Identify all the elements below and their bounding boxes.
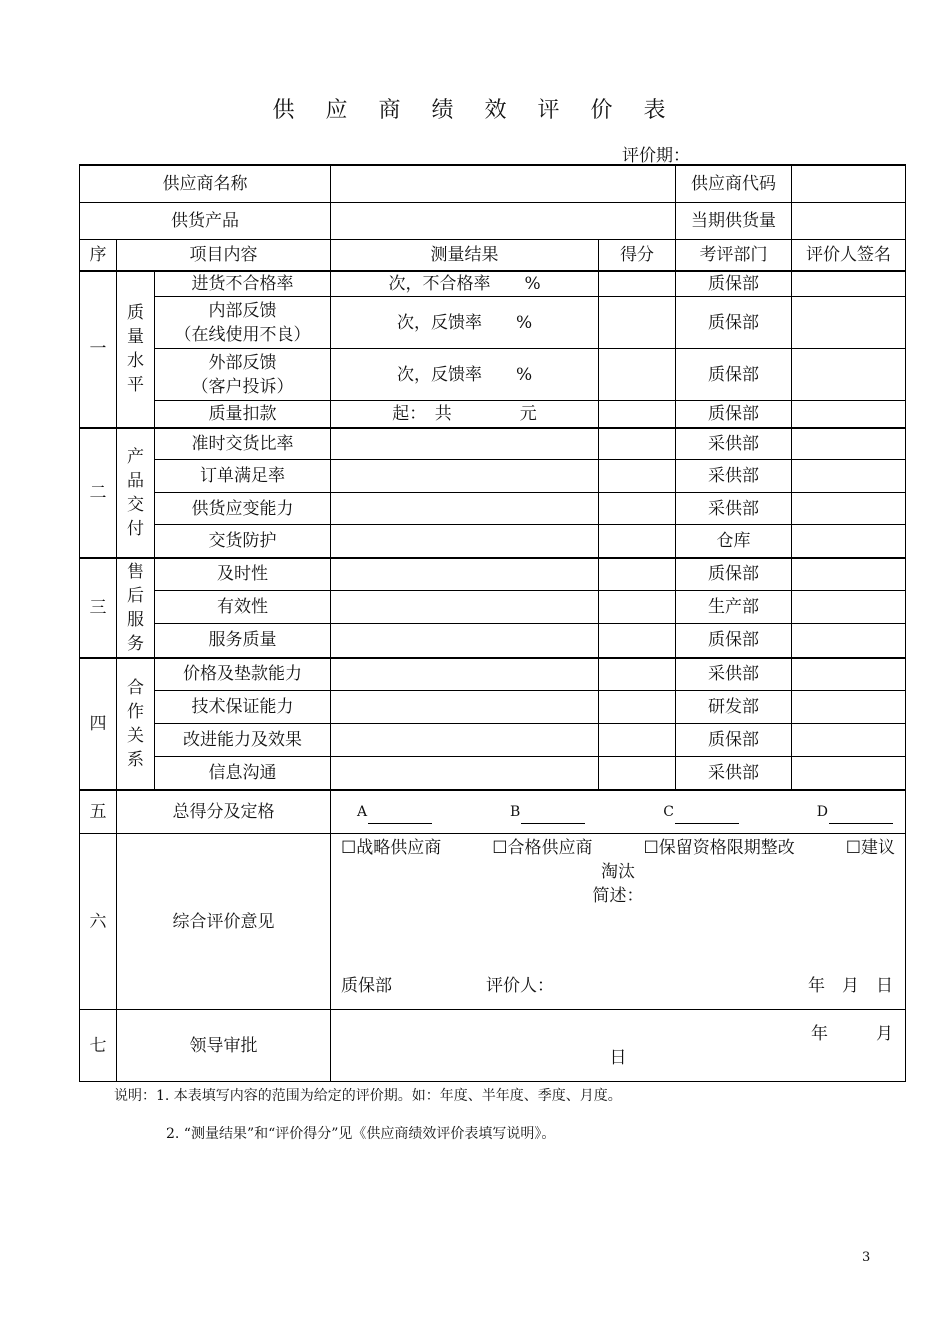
- section-group-char: 后: [127, 585, 144, 606]
- evaluating-department: 质保部: [676, 349, 792, 401]
- leader-approval-label: 领导审批: [117, 1010, 331, 1082]
- section-number: 四: [80, 658, 117, 790]
- evaluating-department: 质保部: [676, 401, 792, 428]
- item-content: [155, 624, 331, 658]
- evaluating-department: 采供部: [676, 428, 792, 460]
- note-2: 2. “测量结果”和“评价得分”见《供应商绩效评价表填写说明》。: [166, 1126, 556, 1142]
- item-content: [155, 724, 331, 757]
- score-field[interactable]: [599, 757, 676, 790]
- section-number: 二: [80, 428, 117, 558]
- supplier-evaluation-table: [79, 164, 906, 1082]
- product-label: 供货产品: [80, 202, 331, 239]
- section-group: [117, 558, 155, 658]
- grade-blank[interactable]: [368, 809, 432, 824]
- item-name: 信息沟通: [208, 762, 277, 783]
- column-header: 得分: [599, 239, 676, 271]
- option-continuation: 淘汰: [601, 862, 636, 882]
- item-name: 内部反馈: [208, 300, 277, 321]
- table-row: [80, 349, 906, 401]
- evaluation-period-label: 评价期：: [622, 146, 690, 166]
- grade-cell: [331, 790, 906, 834]
- item-name: 技术保证能力: [191, 697, 294, 717]
- section-group-char: 质: [127, 303, 144, 324]
- grade-letter: B: [510, 803, 521, 820]
- section-number: 五: [80, 790, 117, 834]
- section-group: [117, 271, 155, 428]
- section-group-char: 作: [127, 701, 144, 722]
- supplier-classification-checkbox[interactable]: ☐建议: [845, 838, 896, 858]
- supplier-classification-checkbox[interactable]: ☐合格供应商: [492, 838, 593, 858]
- item-subname: （在线使用不良）: [174, 324, 311, 345]
- evaluator-signature-field[interactable]: [792, 624, 906, 658]
- section-number: 七: [80, 1010, 117, 1082]
- evaluating-department: 质保部: [676, 271, 792, 297]
- overall-opinion-field[interactable]: [331, 834, 906, 1010]
- measurement-result[interactable]: [331, 624, 599, 658]
- score-field[interactable]: [599, 428, 676, 460]
- item-name: 服务质量: [208, 630, 277, 651]
- opinion-department: 质保部: [341, 976, 393, 996]
- measurement-result[interactable]: [331, 757, 599, 790]
- score-field[interactable]: [599, 493, 676, 525]
- item-content: [155, 757, 331, 790]
- grade-letter: D: [816, 803, 829, 820]
- column-header: 项目内容: [117, 239, 331, 271]
- item-content: [155, 658, 331, 691]
- evaluator-signature-field[interactable]: [792, 271, 906, 297]
- evaluating-department: 质保部: [676, 624, 792, 658]
- section-number: 六: [80, 834, 117, 1010]
- section-group-char: 平: [127, 375, 144, 396]
- measurement-result[interactable]: [331, 658, 599, 691]
- approval-year: 年: [811, 1023, 829, 1044]
- measurement-result[interactable]: 次，不合格率 %: [331, 271, 599, 297]
- leader-approval-row: [80, 1010, 906, 1082]
- evaluator-signature-field[interactable]: [792, 401, 906, 428]
- evaluator-signature-field[interactable]: [792, 525, 906, 558]
- grade-blank[interactable]: [829, 809, 893, 824]
- grade-blank[interactable]: [675, 809, 739, 824]
- score-field[interactable]: [599, 624, 676, 658]
- approval-day: 日: [609, 1047, 627, 1068]
- column-header: 序: [80, 239, 117, 271]
- item-name: 及时性: [217, 564, 269, 585]
- table-row: [80, 757, 906, 790]
- evaluator-signature-field[interactable]: [792, 493, 906, 525]
- item-content: [155, 591, 331, 624]
- score-field[interactable]: [599, 525, 676, 558]
- grade-options: [331, 800, 905, 824]
- table-row: [80, 624, 906, 658]
- grade-letter: A: [357, 803, 368, 820]
- form-title: 供 应 商 绩 效 评 价 表: [272, 98, 678, 123]
- table-row: [80, 558, 906, 591]
- item-name: 外部反馈: [208, 352, 277, 373]
- section-group-char: 关: [127, 725, 144, 746]
- grade-option[interactable]: [817, 800, 893, 824]
- opinion-date: 年 月 日: [808, 976, 894, 996]
- measurement-result[interactable]: [331, 558, 599, 591]
- evaluator-signature-field[interactable]: [792, 658, 906, 691]
- table-row: [80, 428, 906, 460]
- score-field[interactable]: [599, 558, 676, 591]
- score-field[interactable]: [599, 591, 676, 624]
- item-name: 准时交货比率: [191, 433, 294, 454]
- section-group: [117, 428, 155, 558]
- evaluating-department: 仓库: [676, 525, 792, 558]
- measurement-result[interactable]: 次，反馈率 %: [331, 349, 599, 401]
- item-content: [155, 271, 331, 297]
- score-field[interactable]: [599, 658, 676, 691]
- measurement-result[interactable]: [331, 460, 599, 493]
- opinion-evaluator-label: 评价人：: [486, 976, 555, 996]
- evaluating-department: 研发部: [676, 691, 792, 724]
- item-name: 有效性: [217, 597, 269, 617]
- overall-opinion-label: 综合评价意见: [117, 834, 331, 1010]
- table-row: [80, 297, 906, 349]
- section-group-char: 合: [127, 677, 144, 698]
- item-content: [155, 297, 331, 349]
- measurement-result[interactable]: [331, 724, 599, 757]
- grade-letter: C: [663, 803, 674, 820]
- measurement-result[interactable]: 次，反馈率 %: [331, 297, 599, 349]
- item-name: 供货应变能力: [191, 498, 294, 519]
- table-row: [80, 724, 906, 757]
- grade-option[interactable]: [510, 800, 585, 824]
- table-row: [80, 271, 906, 297]
- note-1: 说明：1. 本表填写内容的范围为给定的评价期。如：年度、半年度、季度、月度。: [114, 1088, 622, 1104]
- score-field[interactable]: [599, 724, 676, 757]
- item-name: 价格及垫款能力: [183, 664, 303, 685]
- evaluating-department: 质保部: [676, 558, 792, 591]
- evaluating-department: 采供部: [676, 493, 792, 525]
- evaluator-signature-field[interactable]: [792, 724, 906, 757]
- evaluating-department: 采供部: [676, 658, 792, 691]
- table-row: [80, 658, 906, 691]
- section-group-char: 付: [127, 518, 144, 539]
- measurement-result[interactable]: 起： 共 元: [331, 401, 599, 428]
- measurement-result[interactable]: [331, 525, 599, 558]
- score-field[interactable]: [599, 297, 676, 349]
- item-name: 交货防护: [208, 530, 277, 551]
- volume-field[interactable]: [792, 202, 906, 239]
- section-group: [117, 658, 155, 790]
- supplier-classification-checkbox[interactable]: ☐战略供应商: [341, 838, 442, 858]
- total-score-label: 总得分及定格: [117, 790, 331, 834]
- table-row: [80, 493, 906, 525]
- section-group-char: 服: [127, 609, 144, 630]
- score-field[interactable]: [599, 691, 676, 724]
- approval-month: 月: [876, 1023, 894, 1044]
- evaluator-signature-field[interactable]: [792, 591, 906, 624]
- item-name: 改进能力及效果: [183, 730, 303, 750]
- section-group-char: 品: [127, 470, 144, 491]
- evaluator-signature-field[interactable]: [792, 460, 906, 493]
- item-name: 订单满足率: [200, 466, 286, 486]
- item-content: [155, 428, 331, 460]
- supplier-name-field[interactable]: [331, 165, 676, 202]
- item-content: [155, 401, 331, 428]
- section-number: 一: [80, 271, 117, 428]
- score-field[interactable]: [599, 460, 676, 493]
- overall-opinion-row: [80, 834, 906, 1010]
- column-header: 测量结果: [331, 239, 599, 271]
- grade-option[interactable]: [357, 800, 432, 824]
- volume-label: 当期供货量: [676, 202, 792, 239]
- measurement-result[interactable]: [331, 691, 599, 724]
- supplier-classification-checkbox[interactable]: ☐保留资格限期整改: [643, 838, 795, 858]
- table-row: [80, 460, 906, 493]
- item-subname: （客户投诉）: [191, 376, 294, 397]
- section-group-char: 务: [127, 633, 144, 654]
- leader-approval-field[interactable]: [331, 1010, 906, 1082]
- evaluator-signature-field[interactable]: [792, 297, 906, 349]
- measurement-result[interactable]: [331, 591, 599, 624]
- evaluating-department: 采供部: [676, 460, 792, 493]
- evaluating-department: 质保部: [676, 724, 792, 757]
- brief-label: 简述：: [592, 886, 644, 906]
- item-content: [155, 525, 331, 558]
- item-name: 质量扣款: [208, 403, 277, 424]
- item-content: [155, 460, 331, 493]
- evaluator-signature-field[interactable]: [792, 757, 906, 790]
- section-group-char: 系: [127, 749, 144, 770]
- evaluating-department: 采供部: [676, 757, 792, 790]
- column-header: 评价人签名: [792, 239, 906, 271]
- evaluator-signature-field[interactable]: [792, 691, 906, 724]
- item-name: 进货不合格率: [191, 274, 294, 294]
- classification-options: [341, 836, 895, 860]
- supplier-code-field[interactable]: [792, 165, 906, 202]
- table-row: [80, 401, 906, 428]
- supplier-code-label: 供应商代码: [676, 165, 792, 202]
- evaluator-signature-field[interactable]: [792, 558, 906, 591]
- column-header: 考评部门: [676, 239, 792, 271]
- score-field[interactable]: [599, 349, 676, 401]
- evaluating-department: 生产部: [676, 591, 792, 624]
- evaluating-department: 质保部: [676, 297, 792, 349]
- section-number: 三: [80, 558, 117, 658]
- product-field[interactable]: [331, 202, 676, 239]
- item-content: [155, 691, 331, 724]
- item-content: [155, 493, 331, 525]
- table-row: [80, 691, 906, 724]
- score-field[interactable]: [599, 401, 676, 428]
- table-row: [80, 591, 906, 624]
- grade-option[interactable]: [663, 800, 739, 824]
- grade-blank[interactable]: [521, 809, 585, 824]
- evaluator-signature-field[interactable]: [792, 428, 906, 460]
- item-content: [155, 558, 331, 591]
- score-field[interactable]: [599, 271, 676, 297]
- section-group-char: 水: [127, 351, 144, 372]
- item-content: [155, 349, 331, 401]
- column-header-row: [80, 239, 906, 271]
- section-group-char: 量: [127, 327, 144, 348]
- total-score-row: [80, 790, 906, 834]
- evaluator-signature-field[interactable]: [792, 349, 906, 401]
- page-number: 3: [862, 1250, 871, 1265]
- section-group-char: 产: [127, 446, 144, 467]
- section-group-char: 交: [127, 494, 144, 515]
- table-row: [80, 525, 906, 558]
- measurement-result[interactable]: [331, 428, 599, 460]
- supplier-name-label: 供应商名称: [80, 165, 331, 202]
- section-group-char: 售: [127, 561, 144, 582]
- measurement-result[interactable]: [331, 493, 599, 525]
